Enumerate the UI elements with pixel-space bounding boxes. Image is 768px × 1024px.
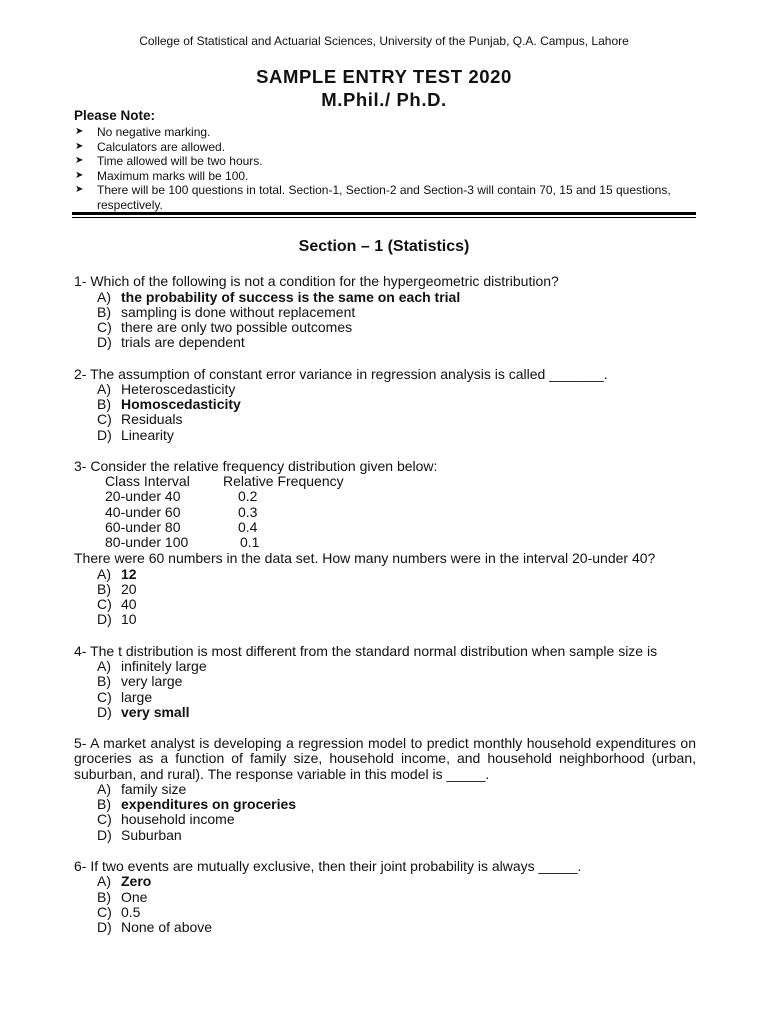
question-1-text: 1- Which of the following is not a condition for the hypergeometric distribution? [74, 273, 559, 289]
option-letter: B) [97, 889, 111, 905]
option-letter: A) [97, 566, 111, 582]
option-text: 20 [121, 581, 137, 597]
option-text: infinitely large [121, 658, 207, 674]
option-letter: D) [97, 334, 112, 350]
option-letter: C) [97, 319, 112, 335]
note-text: Maximum marks will be 100. [97, 168, 249, 183]
divider-thin [72, 217, 696, 218]
option-letter: B) [97, 581, 111, 597]
option-text: 12 [121, 566, 137, 582]
option-letter: C) [97, 411, 112, 427]
option-text: there are only two possible outcomes [121, 319, 353, 335]
option-text: None of above [121, 919, 213, 935]
divider-thick [72, 212, 696, 215]
note-item [74, 183, 694, 212]
notes-heading: Please Note: [74, 108, 156, 123]
note-item [74, 169, 694, 184]
option-letter: B) [97, 304, 111, 320]
option-letter: B) [97, 673, 111, 689]
arrow-bullet-icon: ➤ [75, 126, 84, 137]
option-letter: B) [97, 796, 111, 812]
note-item [74, 140, 694, 155]
option-text: sampling is done without replacement [121, 304, 356, 320]
option-letter: A) [97, 381, 111, 397]
option-text: the probability of success is the same on each trial [121, 289, 461, 305]
table-cell-interval: 40-under 60 [105, 504, 181, 520]
note-text: There will be 100 questions in total. Section-1, Section-2 and Section-3 will contain 70, 15 and 15 questions, respectively. [97, 183, 671, 212]
table-cell-interval: 20-under 40 [105, 488, 181, 504]
exam-subtitle: M.Phil./ Ph.D. [321, 89, 447, 110]
option-letter: B) [97, 396, 111, 412]
note-text: No negative marking. [97, 125, 211, 139]
option-letter: D) [97, 704, 112, 720]
table-header-class-interval: Class Interval [105, 473, 190, 489]
option-text: Residuals [121, 411, 183, 427]
option-text: Suburban [121, 827, 182, 843]
arrow-bullet-icon: ➤ [75, 140, 84, 152]
question-5-text: 5- A market analyst is developing a regression model to predict monthly household expenditures on groceries as a function of family size, household income, and household neighborhood (urban, suburban, and rural). The response variable in this model is _____. [74, 735, 696, 782]
exam-title: SAMPLE ENTRY TEST 2020 [256, 66, 512, 87]
table-cell-frequency: 0.4 [238, 519, 258, 535]
option-text: Heteroscedasticity [121, 381, 236, 397]
table-cell-interval: 60-under 80 [105, 519, 181, 535]
option-letter: D) [97, 427, 112, 443]
q2-option-c [97, 412, 182, 427]
note-text: Time allowed will be two hours. [97, 154, 263, 169]
option-text: 0.5 [121, 904, 141, 920]
q6-option-d [97, 920, 212, 935]
q2-option-d [97, 428, 174, 443]
arrow-bullet-icon: ➤ [75, 155, 84, 167]
option-letter: C) [97, 811, 112, 827]
option-text: 40 [121, 596, 137, 612]
option-letter: C) [97, 596, 112, 612]
table-cell-frequency: 0.1 [240, 534, 260, 550]
q4-option-b [97, 674, 182, 689]
college-header: College of Statistical and Actuarial Sciences, University of the Punjab, Q.A. Campus, Lahore [139, 34, 629, 48]
table-cell-frequency: 0.3 [238, 504, 258, 520]
table-cell-frequency: 0.2 [238, 488, 258, 504]
table-cell-interval: 80-under 100 [105, 534, 189, 550]
option-text: trials are dependent [121, 334, 245, 350]
option-text: One [121, 889, 148, 905]
q3-option-d [97, 612, 137, 627]
note-item [74, 125, 694, 140]
q4-option-d [97, 705, 190, 720]
arrow-bullet-icon: ➤ [75, 169, 84, 181]
q5-option-d [97, 828, 182, 843]
option-text: household income [121, 811, 235, 827]
question-4-text: 4- The t distribution is most different from the standard normal distribution when sample size is [74, 643, 658, 659]
q1-option-d [97, 335, 245, 350]
arrow-bullet-icon: ➤ [75, 184, 84, 196]
option-letter: D) [97, 611, 112, 627]
option-letter: C) [97, 904, 112, 920]
option-letter: D) [97, 919, 112, 935]
option-letter: C) [97, 689, 112, 705]
question-3-followup: There were 60 numbers in the data set. How many numbers were in the interval 20-under 40? [74, 550, 656, 566]
question-3-text: 3- Consider the relative frequency distribution given below: [74, 458, 438, 474]
option-letter: A) [97, 873, 111, 889]
option-text: Homoscedasticity [121, 396, 241, 412]
option-text: family size [121, 781, 187, 797]
option-letter: A) [97, 781, 111, 797]
option-text: Zero [121, 873, 152, 889]
option-letter: D) [97, 827, 112, 843]
q5-option-c [97, 812, 235, 827]
section-title: Section – 1 (Statistics) [298, 238, 470, 255]
question-6-text: 6- If two events are mutually exclusive, then their joint probability is always _____. [74, 858, 582, 874]
option-text: Linearity [121, 427, 174, 443]
q6-option-a [97, 874, 151, 889]
option-text: very small [121, 704, 190, 720]
option-text: 10 [121, 611, 137, 627]
option-text: very large [121, 673, 183, 689]
option-letter: A) [97, 289, 111, 305]
option-text: expenditures on groceries [121, 796, 297, 812]
note-text: Calculators are allowed. [97, 139, 226, 154]
option-text: large [121, 689, 153, 705]
notes-list [74, 125, 694, 213]
question-2-text: 2- The assumption of constant error variance in regression analysis is called _______. [74, 366, 608, 382]
note-item [74, 154, 694, 169]
option-letter: A) [97, 658, 111, 674]
table-header-relative-frequency: Relative Frequency [223, 473, 344, 489]
